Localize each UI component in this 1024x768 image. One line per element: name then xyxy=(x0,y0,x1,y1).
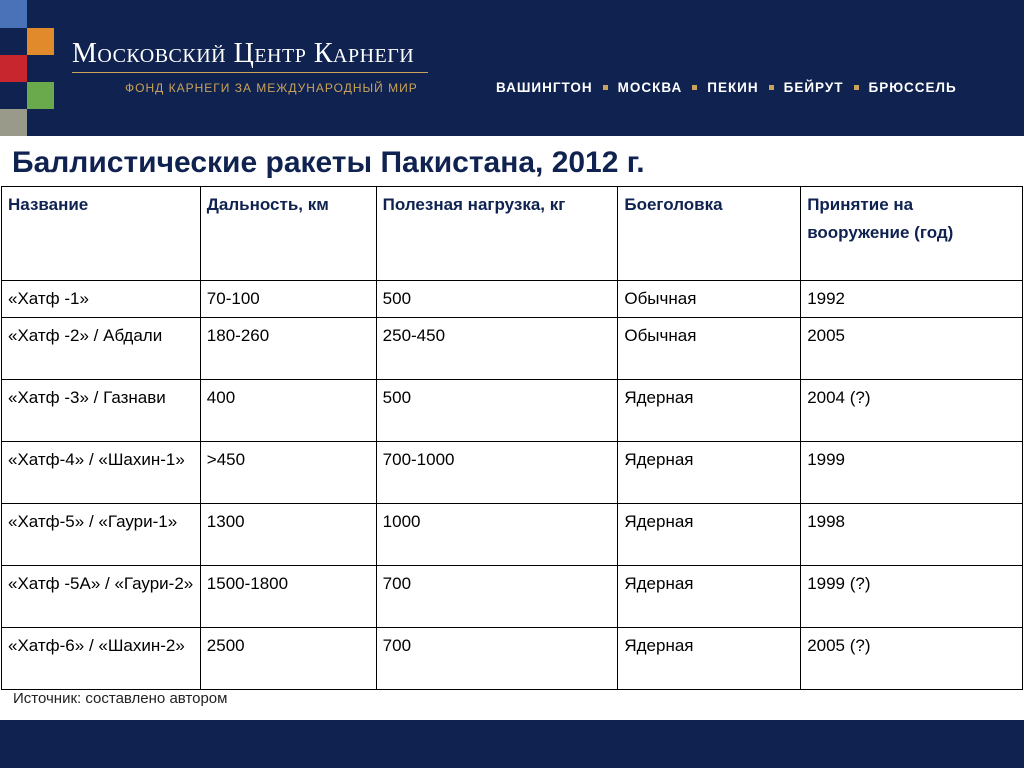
table-row xyxy=(2,566,1023,628)
cell-name: «Хатф -2» / Абдали xyxy=(2,318,201,380)
cell-name: «Хатф-6» / «Шахин-2» xyxy=(2,628,201,690)
cell-payload: 1000 xyxy=(376,504,618,566)
city-washington: ВАШИНГТОН xyxy=(496,80,593,95)
cell-payload: 500 xyxy=(376,281,618,318)
cell-year: 1992 xyxy=(801,281,1023,318)
cell-range: >450 xyxy=(200,442,376,504)
header-banner xyxy=(0,0,1024,136)
cell-year: 2004 (?) xyxy=(801,380,1023,442)
city-moscow: МОСКВА xyxy=(617,80,683,95)
logo-square-blue xyxy=(0,0,27,28)
cell-range: 400 xyxy=(200,380,376,442)
cell-name: «Хатф-4» / «Шахин-1» xyxy=(2,442,201,504)
cell-name: «Хатф-5» / «Гаури-1» xyxy=(2,504,201,566)
table-row xyxy=(2,504,1023,566)
city-brussels: БРЮССЕЛЬ xyxy=(868,80,957,95)
cell-payload: 700 xyxy=(376,628,618,690)
cell-year: 2005 (?) xyxy=(801,628,1023,690)
cell-range: 1500-1800 xyxy=(200,566,376,628)
table-header-row xyxy=(2,187,1023,281)
city-separator xyxy=(854,85,859,90)
city-beirut: БЕЙРУТ xyxy=(783,80,844,95)
cell-name: «Хатф -1» xyxy=(2,281,201,318)
table-row xyxy=(2,442,1023,504)
org-name: Московский Центр Карнеги xyxy=(72,38,415,69)
cell-range: 70-100 xyxy=(200,281,376,318)
city-list xyxy=(496,80,957,95)
logo-square-green xyxy=(27,82,54,109)
cell-name: «Хатф -3» / Газнави xyxy=(2,380,201,442)
table-row xyxy=(2,628,1023,690)
cell-warhead: Обычная xyxy=(618,318,801,380)
logo-square-gray xyxy=(0,109,27,136)
cell-payload: 500 xyxy=(376,380,618,442)
cell-payload: 700-1000 xyxy=(376,442,618,504)
cell-year: 1998 xyxy=(801,504,1023,566)
cell-year: 1999 xyxy=(801,442,1023,504)
footer-bar xyxy=(0,720,1024,768)
cell-payload: 250-450 xyxy=(376,318,618,380)
logo-square-red xyxy=(0,55,27,82)
table-row xyxy=(2,380,1023,442)
logo-divider xyxy=(72,72,428,73)
cell-warhead: Ядерная xyxy=(618,380,801,442)
cell-payload: 700 xyxy=(376,566,618,628)
cell-year: 1999 (?) xyxy=(801,566,1023,628)
cell-warhead: Ядерная xyxy=(618,566,801,628)
cell-range: 180-260 xyxy=(200,318,376,380)
cell-warhead: Обычная xyxy=(618,281,801,318)
column-header-warhead: Боеголовка xyxy=(618,187,801,281)
city-separator xyxy=(769,85,774,90)
column-header-year: Принятие на вооружение (год) xyxy=(801,187,1023,281)
cell-warhead: Ядерная xyxy=(618,504,801,566)
logo-square-orange xyxy=(27,28,54,55)
column-header-range: Дальность, км xyxy=(200,187,376,281)
table-row xyxy=(2,281,1023,318)
slide-title: Баллистические ракеты Пакистана, 2012 г. xyxy=(12,146,645,179)
cell-warhead: Ядерная xyxy=(618,442,801,504)
cell-range: 2500 xyxy=(200,628,376,690)
city-separator xyxy=(603,85,608,90)
source-note: Источник: составлено автором xyxy=(13,690,228,707)
cell-year: 2005 xyxy=(801,318,1023,380)
city-separator xyxy=(692,85,697,90)
org-subtitle: ФОНД КАРНЕГИ ЗА МЕЖДУНАРОДНЫЙ МИР xyxy=(125,81,418,95)
column-header-name: Название xyxy=(2,187,201,281)
table-row xyxy=(2,318,1023,380)
city-beijing: ПЕКИН xyxy=(707,80,759,95)
column-header-payload: Полезная нагрузка, кг xyxy=(376,187,618,281)
cell-range: 1300 xyxy=(200,504,376,566)
missiles-table xyxy=(1,186,1023,690)
cell-warhead: Ядерная xyxy=(618,628,801,690)
cell-name: «Хатф -5А» / «Гаури-2» xyxy=(2,566,201,628)
